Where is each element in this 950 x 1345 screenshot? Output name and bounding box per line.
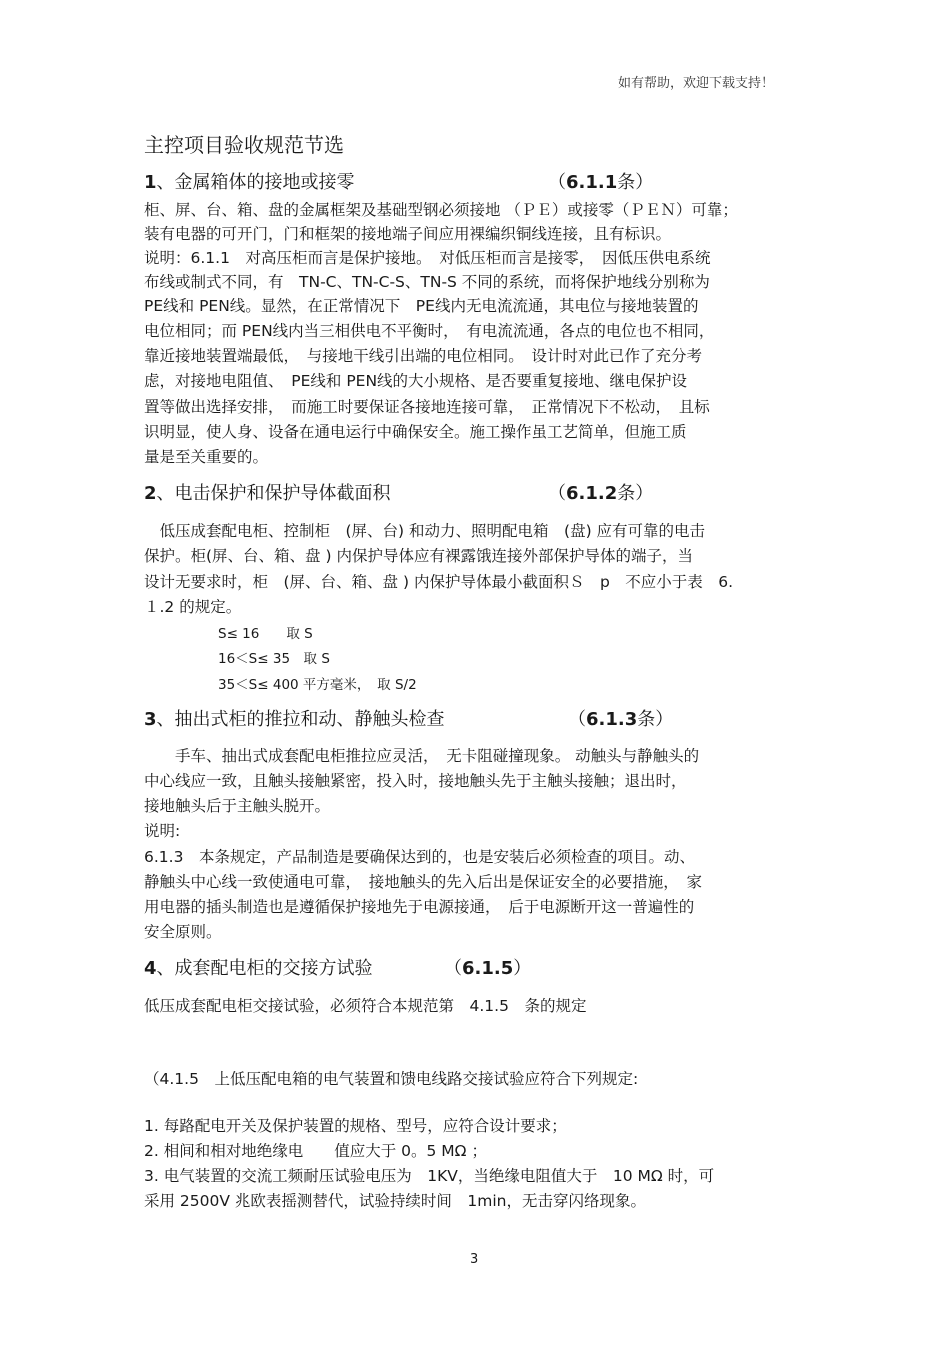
list-item: 2. 相间和相对地绝缘电 值应大于 0。5 MΩ ； [144, 1142, 487, 1160]
page-title: 主控项目验收规范节选 [144, 133, 344, 157]
section-title: 、成套配电柜的交接方试验 [156, 958, 373, 979]
paragraph-line: 虑，对接地电阻值、 PE线和 PEN线的大小规格、是否要重复接地、继电保护设 [144, 372, 688, 390]
section-number: 4 [144, 958, 157, 979]
section-number: 1 [144, 172, 157, 193]
section-reference: （6.1.5） [444, 958, 532, 979]
header-note: 如有帮助，欢迎下载支持！ [617, 76, 774, 91]
paragraph-line: PE线和 PEN线。显然，在正常情况下 PE线内无电流流通，其电位与接地装置的 [144, 297, 699, 315]
section-title: 、金属箱体的接地或接零 [156, 172, 355, 193]
paragraph-line: 靠近接地装置端最低， 与接地干线引出端的电位相同。 设计时对此已作了充分考 [144, 347, 703, 365]
paragraph-line: 低压成套配电柜、控制柜 (屏、台) 和动力、照明配电箱 (盘) 应有可靠的电击 [144, 522, 706, 540]
paragraph-line: 6.1.3 本条规定，产品制造是要确保达到的，也是安装后必须检查的项目。动、 [144, 848, 695, 866]
paragraph-line: 手车、抽出式成套配电柜推拉应灵活， 无卡阻碰撞现象。 动触头与静触头的 [144, 747, 700, 765]
section-number: 2 [144, 483, 157, 504]
paragraph-line: （4.1.5 上低压配电箱的电气装置和馈电线路交接试验应符合下列规定: [144, 1070, 639, 1088]
section-4-heading [144, 957, 532, 981]
list-item: 1. 每路配电开关及保护装置的规格、型号，应符合设计要求； [144, 1117, 567, 1135]
paragraph-line: 量是至关重要的。 [144, 448, 269, 466]
paragraph-line: 装有电器的可开门，门和框架的接地端子间应用裸编织铜线连接，且有标识。 [144, 225, 672, 243]
section-title: 、抽出式柜的推拉和动、静触头检查 [156, 709, 445, 730]
paragraph-line: 安全原则。 [144, 923, 222, 941]
section-3-heading [144, 708, 674, 732]
paragraph-line: 中心线应一致，且触头接触紧密，投入时，接地触头先于主触头接触；退出时， [144, 772, 687, 790]
rule-item: 35＜S≤ 400 平方毫米， 取 S/2 [218, 677, 417, 693]
page-number: 3 [470, 1252, 479, 1267]
paragraph-line: 低压成套配电柜交接试验，必须符合本规范第 4.1.5 条的规定 [144, 997, 587, 1015]
section-reference: （6.1.3条） [568, 709, 674, 730]
paragraph-line: 置等做出选择安排， 而施工时要保证各接地连接可靠， 正常情况下不松动， 且标 [144, 398, 710, 416]
paragraph-line: 静触头中心线一致使通电可靠， 接地触头的先入后出是保证安全的必要措施， 家 [144, 873, 703, 891]
paragraph-line: １.2 的规定。 [144, 598, 242, 616]
rule-item: 16＜S≤ 35 取 S [218, 651, 330, 667]
paragraph-line: 设计无要求时，柜 (屏、台、箱、盘 ) 内保护导体最小截面积Ｓ p 不应小于表 6. [144, 573, 734, 591]
list-item: 3. 电气装置的交流工频耐压试验电压为 1KV，当绝缘电阻值大于 10 MΩ 时，可 [144, 1167, 715, 1185]
paragraph-line: 柜、屏、台、箱、盘的金属框架及基础型钢必须接地 （ＰＥ）或接零（ＰＥＮ）可靠； [144, 201, 738, 219]
paragraph-line: 保护。柜(屏、台、箱、盘 ) 内保护导体应有裸露饿连接外部保护导体的端子，当 [144, 547, 693, 565]
rule-item: S≤ 16 取 S [218, 626, 313, 642]
paragraph-line: 识明显，使人身、设备在通电运行中确保安全。施工操作虽工艺简单，但施工质 [144, 423, 687, 441]
section-2-heading [144, 482, 654, 506]
section-reference: （6.1.2条） [548, 483, 654, 504]
paragraph-line: 电位相同；而 PEN线内当三相供电不平衡时， 有电流流通，各点的电位也不相同， [144, 322, 715, 340]
section-title: 、电击保护和保护导体截面积 [156, 483, 391, 504]
section-1-heading [144, 171, 654, 195]
section-reference: （6.1.1条） [548, 172, 654, 193]
paragraph-line: 说明: [144, 822, 181, 840]
section-number: 3 [144, 709, 157, 730]
paragraph-line: 接地触头后于主触头脱开。 [144, 797, 331, 815]
paragraph-line: 布线或制式不同，有 TN-C、TN-C-S、TN-S 不同的系统，而将保护地线分别称为 [144, 273, 710, 291]
paragraph-line: 用电器的插头制造也是遵循保护接地先于电源接通， 后于电源断开这一普遍性的 [144, 898, 695, 916]
paragraph-line: 说明：6.1.1 对高压柜而言是保护接地。 对低压柜而言是接零， 因低压供电系统 [144, 249, 711, 267]
list-item: 采用 2500V 兆欧表摇测替代，试验持续时间 1min，无击穿闪络现象。 [144, 1192, 646, 1210]
